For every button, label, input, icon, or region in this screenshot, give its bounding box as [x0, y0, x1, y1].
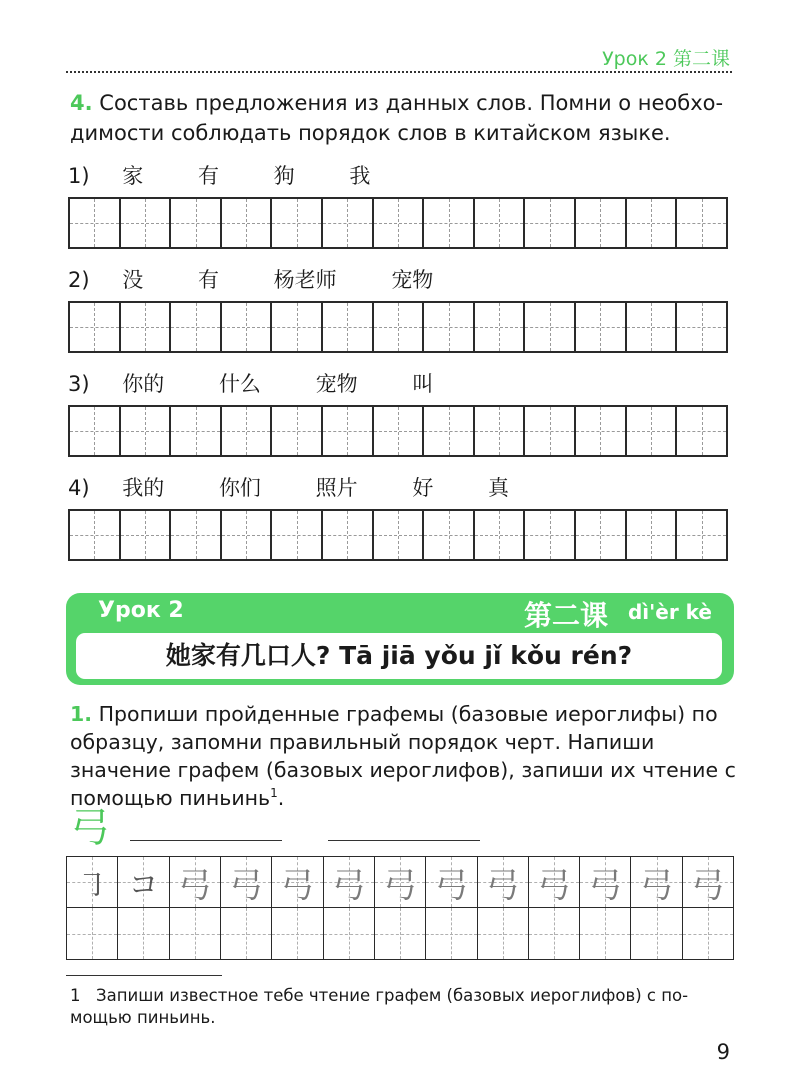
- exercise-1-text: Пропиши пройденные графемы (базовые иероглифы) по образцу, запомни правильный порядок черт. Напиши значение графем (базовых иероглифов), запиши их чтение с помощью пиньинь: [70, 702, 736, 810]
- blank-cell[interactable]: [272, 908, 323, 959]
- blank-cell[interactable]: [170, 908, 221, 959]
- lesson-header: Урок 2 第二课: [602, 48, 730, 70]
- writing-grid-4[interactable]: [68, 509, 728, 561]
- row-number: 2): [68, 268, 90, 292]
- word: 什么: [218, 372, 261, 396]
- blank-cell[interactable]: [426, 908, 477, 959]
- lesson-topic: 她家有几口人? Tā jiā yǒu jǐ kǒu rén?: [76, 633, 722, 679]
- word: 你们: [218, 476, 261, 500]
- blank-cell[interactable]: [221, 908, 272, 959]
- word: 宠物: [315, 372, 358, 396]
- exercise-4-instruction: [70, 88, 740, 148]
- lesson-title-chinese: 第二课: [523, 599, 608, 632]
- trace-cell[interactable]: 弓: [631, 857, 682, 907]
- word: 宠物: [391, 268, 434, 292]
- blank-cell[interactable]: [683, 908, 733, 959]
- trace-cell[interactable]: ㇆: [67, 857, 118, 907]
- blank-cell[interactable]: [631, 908, 682, 959]
- exercise-4-text: Составь предложения из данных слов. Помни о необходимости соблюдать порядок слов в китайском языке.: [70, 91, 724, 145]
- lesson-title-pinyin: dì'èr kè: [627, 600, 712, 624]
- footnote-mark: 1: [70, 986, 81, 1005]
- word: 杨老师: [273, 268, 337, 292]
- sentence-row-4-words: [68, 472, 531, 502]
- trace-cell[interactable]: 弓: [683, 857, 733, 907]
- blank-cell[interactable]: [529, 908, 580, 959]
- word: 你的: [122, 372, 165, 396]
- sentence-row-1-words: [68, 160, 392, 190]
- stroke-blank-row: [67, 908, 733, 959]
- trace-cell[interactable]: 弓: [580, 857, 631, 907]
- blank-cell[interactable]: [580, 908, 631, 959]
- exercise-1-instruction: 1. Пропиши пройденные графемы (базовые иероглифы) по образцу, запомни правильный порядок черт. Напиши значение графем (базовых иероглифов), запиши их чтение с помощью пиньинь$^1$.: [70, 702, 736, 810]
- word: 家: [122, 164, 144, 188]
- word: 我的: [122, 476, 165, 500]
- trace-cell[interactable]: 弓: [170, 857, 221, 907]
- trace-cell[interactable]: コ: [118, 857, 169, 907]
- word: 好: [412, 476, 434, 500]
- row-number: 1): [68, 164, 90, 188]
- lesson-title: Урок 2: [98, 598, 184, 623]
- blank-cell[interactable]: [478, 908, 529, 959]
- exercise-4-number: 4.: [70, 91, 93, 115]
- blank-cell[interactable]: [67, 908, 118, 959]
- footnote-divider: [66, 975, 222, 976]
- sample-character: 弓: [70, 805, 110, 851]
- word: 没: [122, 268, 144, 292]
- writing-grid-3[interactable]: [68, 405, 728, 457]
- word: 叫: [412, 372, 434, 396]
- trace-cell[interactable]: 弓: [529, 857, 580, 907]
- trace-cell[interactable]: 弓: [272, 857, 323, 907]
- footnote-ref: 1: [270, 786, 278, 801]
- word: 有: [197, 164, 219, 188]
- footnote-text: Запиши известное тебе чтение графем (базовых иероглифов) с помощью пиньинь.: [70, 986, 689, 1027]
- writing-grid-1[interactable]: [68, 197, 728, 249]
- sentence-row-3-words: [68, 368, 455, 398]
- word: 我: [349, 164, 371, 188]
- word: 狗: [273, 164, 295, 188]
- header-divider: [66, 71, 732, 73]
- trace-cell[interactable]: 弓: [375, 857, 426, 907]
- trace-cell[interactable]: 弓: [221, 857, 272, 907]
- trace-cell[interactable]: 弓: [478, 857, 529, 907]
- row-number: 4): [68, 476, 90, 500]
- word: 真: [488, 476, 509, 500]
- page-number: 9: [716, 1040, 730, 1064]
- blank-cell[interactable]: [118, 908, 169, 959]
- meaning-answer-line[interactable]: [130, 840, 282, 841]
- pinyin-answer-line[interactable]: [328, 840, 480, 841]
- writing-grid-2[interactable]: [68, 301, 728, 353]
- exercise-1-number: 1.: [70, 702, 93, 726]
- stroke-trace-row: [67, 857, 733, 908]
- blank-cell[interactable]: [324, 908, 375, 959]
- word: 有: [197, 268, 219, 292]
- word: 照片: [315, 476, 358, 500]
- footnote: [70, 985, 736, 1029]
- trace-cell[interactable]: 弓: [426, 857, 477, 907]
- stroke-practice-grid[interactable]: [66, 856, 734, 960]
- blank-cell[interactable]: [375, 908, 426, 959]
- sentence-row-2-words: [68, 264, 455, 294]
- row-number: 3): [68, 372, 90, 396]
- trace-cell[interactable]: 弓: [324, 857, 375, 907]
